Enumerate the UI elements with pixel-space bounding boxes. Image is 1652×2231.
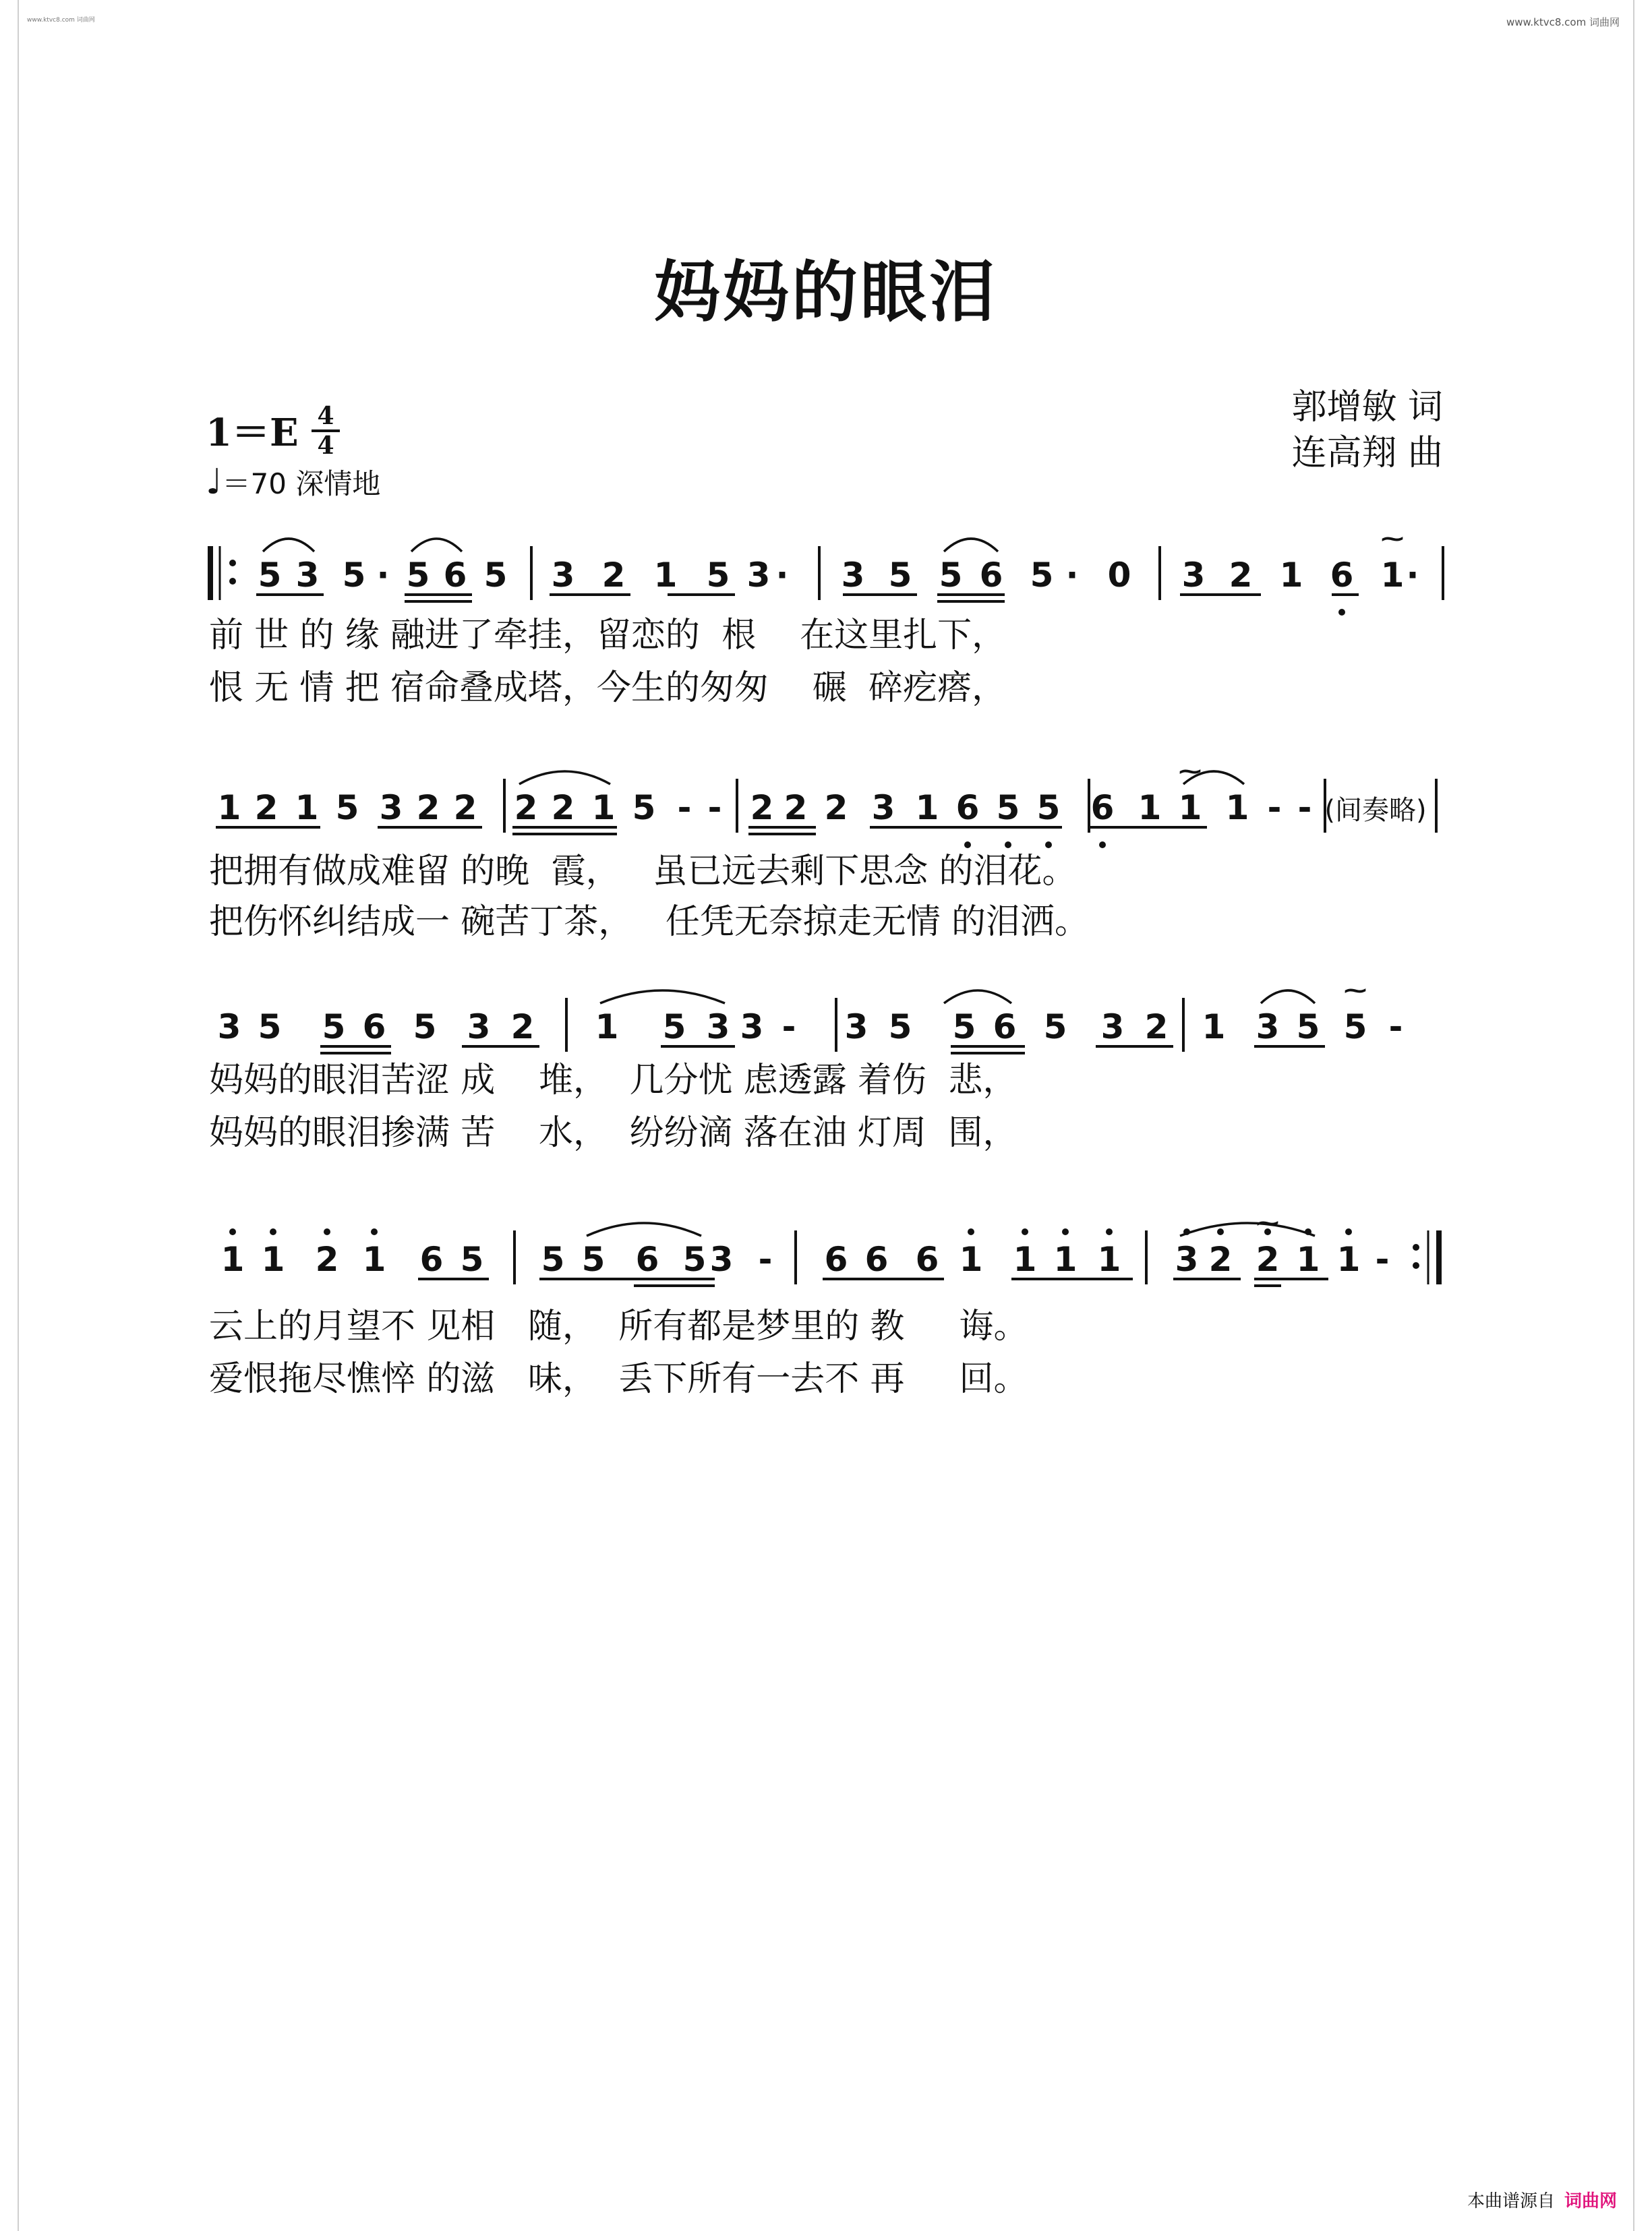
high-octave-dot-4-2 — [270, 1228, 276, 1235]
ornament-mark-4-1: ⁓ — [1256, 1210, 1279, 1237]
note-4-23: 1 — [1296, 1240, 1320, 1279]
note-4-14: 6 — [864, 1240, 889, 1279]
ornament-mark-3-1: ⁓ — [1344, 977, 1367, 1004]
note-4-13: 6 — [824, 1240, 848, 1279]
slur-4-1 — [587, 1223, 701, 1236]
low-octave-dot-1-1 — [1338, 609, 1345, 616]
note-1-9: 2 — [601, 556, 626, 595]
note-4-3: 2 — [315, 1240, 339, 1279]
note-1-19: · — [1065, 556, 1079, 595]
note-1-8: 3 — [551, 556, 575, 595]
high-octave-dot-4-8 — [1106, 1228, 1113, 1235]
slur-3-2 — [944, 990, 1011, 1003]
note-1-24: 6 — [1330, 556, 1354, 595]
note-2-2: 2 — [254, 788, 278, 827]
note-2-12: - — [677, 788, 692, 827]
note-2-3: 1 — [295, 788, 319, 827]
slur-4-2 — [1180, 1223, 1315, 1236]
note-4-9: 6 — [635, 1240, 659, 1279]
note-3-11: 3 — [740, 1007, 764, 1046]
slur-3-1 — [600, 990, 725, 1003]
note-4-18: 1 — [1053, 1240, 1078, 1279]
lyric-line-4-verse-1: 云上的月望不 见相 随， 所有都是梦里的 教 诲。 — [209, 1307, 1028, 1346]
high-octave-dot-4-6 — [1022, 1228, 1028, 1235]
note-2-13: - — [707, 788, 722, 827]
lyric-line-3-verse-1: 妈妈的眼泪苦涩 成 堆， 几分忧 虑透露 着伤 悲， — [209, 1061, 1017, 1100]
note-3-17: 5 — [1043, 1007, 1067, 1046]
note-4-6: 5 — [460, 1240, 484, 1279]
note-4-2: 1 — [261, 1240, 285, 1279]
repeat-start-dot-top — [229, 560, 236, 566]
high-octave-dot-4-7 — [1062, 1228, 1069, 1235]
note-4-8: 5 — [581, 1240, 606, 1279]
note-3-22: 5 — [1296, 1007, 1320, 1046]
note-2-24: 1 — [1178, 788, 1202, 827]
key-signature: 1＝E — [206, 411, 299, 455]
note-4-15: 6 — [915, 1240, 939, 1279]
note-2-26: - — [1267, 788, 1282, 827]
high-octave-dot-4-10 — [1217, 1228, 1224, 1235]
lyric-line-2-verse-2: 把伤怀纠结成一 碗苦丁茶， 任凭无奈掠走无情 的泪洒。 — [209, 902, 1090, 942]
high-octave-dot-4-9 — [1183, 1228, 1190, 1235]
tempo-value: ＝70 — [222, 467, 287, 500]
note-3-23: 5 — [1343, 1007, 1367, 1046]
note-1-26: · — [1406, 556, 1419, 595]
slur-1-3 — [944, 539, 998, 552]
note-3-16: 6 — [993, 1007, 1017, 1046]
note-2-16: 2 — [824, 788, 848, 827]
repeat-end-dot-top — [1413, 1244, 1419, 1251]
song-title: 妈妈的眼泪 — [653, 254, 998, 331]
note-1-2: 3 — [295, 556, 320, 595]
tempo-expression: 深情地 — [295, 467, 381, 500]
note-2-4: 5 — [335, 788, 359, 827]
repeat-end-dot-bottom — [1413, 1262, 1419, 1269]
note-3-20: 1 — [1202, 1007, 1226, 1046]
note-2-14: 2 — [750, 788, 774, 827]
interlude-text: (间奏略) — [1324, 795, 1427, 826]
note-4-7: 5 — [541, 1240, 565, 1279]
note-2-1: 1 — [217, 788, 241, 827]
note-1-3: 5 — [342, 556, 366, 595]
note-2-22: 6 — [1090, 788, 1115, 827]
note-1-22: 2 — [1229, 556, 1253, 595]
note-4-11: 3 — [709, 1240, 734, 1279]
note-1-13: · — [775, 556, 789, 595]
note-4-5: 6 — [419, 1240, 444, 1279]
high-octave-dot-4-4 — [371, 1228, 378, 1235]
lyric-line-1-verse-2: 恨 无 情 把 宿命叠成塔，今生的匆匆 碾 碎疙瘩， — [209, 668, 1007, 708]
note-3-18: 3 — [1100, 1007, 1125, 1046]
slur-2-1 — [519, 771, 610, 784]
note-4-24: 1 — [1336, 1240, 1361, 1279]
note-1-12: 3 — [746, 556, 771, 595]
lyric-line-3-verse-2: 妈妈的眼泪掺满 苦 水， 纷纷滴 落在油 灯周 围， — [209, 1113, 1017, 1153]
note-3-4: 6 — [362, 1007, 386, 1046]
note-4-12: - — [758, 1240, 773, 1279]
note-4-25: - — [1375, 1240, 1390, 1279]
note-1-11: 5 — [706, 556, 730, 595]
note-3-7: 2 — [510, 1007, 535, 1046]
note-2-15: 2 — [784, 788, 808, 827]
lyricist-credit: 郭增敏 词 — [1291, 387, 1443, 427]
note-4-1: 1 — [220, 1240, 245, 1279]
note-4-10: 5 — [682, 1240, 707, 1279]
note-2-17: 3 — [871, 788, 895, 827]
ornament-mark-1-1: ⁓ — [1381, 525, 1404, 552]
note-4-21: 2 — [1208, 1240, 1233, 1279]
note-2-6: 2 — [416, 788, 440, 827]
header-tiny-text: www.ktvc8.com 词曲网 — [27, 17, 95, 24]
footer-source — [1467, 2187, 1617, 2212]
lyric-line-1-verse-1: 前 世 的 缘 融进了牵挂，留恋的 根 在这里扎下， — [209, 616, 1007, 655]
note-3-24: - — [1388, 1007, 1403, 1046]
note-4-16: 1 — [959, 1240, 983, 1279]
note-2-19: 6 — [955, 788, 980, 827]
note-3-15: 5 — [952, 1007, 976, 1046]
note-3-2: 5 — [258, 1007, 282, 1046]
header-site-text: www.ktvc8.com 词曲网 — [1506, 16, 1620, 28]
note-1-25: 1 — [1380, 556, 1405, 595]
note-1-23: 1 — [1279, 556, 1303, 595]
slur-1-1 — [263, 539, 314, 552]
note-4-19: 1 — [1097, 1240, 1121, 1279]
low-octave-dot-2-4 — [1099, 841, 1106, 848]
note-3-1: 3 — [217, 1007, 241, 1046]
composer-credit: 连高翔 曲 — [1291, 433, 1443, 473]
high-octave-dot-4-12 — [1305, 1228, 1311, 1235]
note-4-22: 2 — [1256, 1240, 1280, 1279]
note-2-23: 1 — [1138, 788, 1162, 827]
high-octave-dot-4-3 — [324, 1228, 330, 1235]
time-signature-top: 4 — [317, 402, 334, 430]
lyric-line-4-verse-2: 爱恨拖尽憔悴 的滋 味， 丢下所有一去不 再 回。 — [209, 1359, 1028, 1399]
note-1-4: · — [376, 556, 390, 595]
note-4-4: 1 — [362, 1240, 386, 1279]
repeat-start-dot-bottom — [229, 578, 236, 585]
note-1-1: 5 — [258, 556, 282, 595]
note-2-21: 5 — [1036, 788, 1061, 827]
time-signature-bottom: 4 — [317, 432, 334, 460]
ornament-mark-2-1: ⁓ — [1179, 758, 1202, 785]
high-octave-dot-4-1 — [229, 1228, 236, 1235]
note-1-14: 3 — [841, 556, 865, 595]
slur-1-2 — [411, 539, 462, 552]
slur-3-3 — [1261, 990, 1315, 1003]
note-1-16: 5 — [939, 556, 963, 595]
note-3-10: 3 — [706, 1007, 730, 1046]
note-3-14: 5 — [888, 1007, 912, 1046]
note-1-17: 6 — [979, 556, 1003, 595]
note-2-11: 5 — [632, 788, 656, 827]
note-3-3: 5 — [322, 1007, 346, 1046]
high-octave-dot-4-5 — [968, 1228, 974, 1235]
note-3-9: 5 — [662, 1007, 686, 1046]
note-1-15: 5 — [888, 556, 912, 595]
note-1-20: 0 — [1107, 556, 1131, 595]
note-1-5: 5 — [406, 556, 430, 595]
note-3-5: 5 — [413, 1007, 437, 1046]
footer-source-label: 本曲谱源自 — [1467, 2191, 1555, 2211]
note-3-21: 3 — [1256, 1007, 1280, 1046]
footer-brand: 词曲网 — [1564, 2191, 1617, 2211]
note-2-7: 2 — [453, 788, 477, 827]
quarter-note-icon: ♩ — [206, 462, 223, 502]
note-2-10: 1 — [591, 788, 616, 827]
note-1-21: 3 — [1181, 556, 1206, 595]
note-1-10: 1 — [653, 556, 678, 595]
note-2-5: 3 — [379, 788, 403, 827]
note-2-18: 1 — [915, 788, 939, 827]
note-3-19: 2 — [1144, 1007, 1169, 1046]
lyric-line-2-verse-1: 把拥有做成难留 的晚 霞， 虽已远去剩下思念 的泪花。 — [209, 852, 1077, 891]
note-4-17: 1 — [1013, 1240, 1037, 1279]
note-2-20: 5 — [996, 788, 1020, 827]
high-octave-dot-4-13 — [1345, 1228, 1352, 1235]
note-2-9: 2 — [551, 788, 575, 827]
note-3-8: 1 — [595, 1007, 619, 1046]
note-2-27: - — [1297, 788, 1312, 827]
note-2-25: 1 — [1225, 788, 1249, 827]
note-4-20: 3 — [1175, 1240, 1199, 1279]
note-1-18: 5 — [1030, 556, 1054, 595]
note-3-12: - — [781, 1007, 796, 1046]
note-1-6: 6 — [443, 556, 467, 595]
note-3-13: 3 — [844, 1007, 868, 1046]
note-3-6: 3 — [467, 1007, 491, 1046]
note-1-7: 5 — [483, 556, 508, 595]
note-2-8: 2 — [514, 788, 538, 827]
